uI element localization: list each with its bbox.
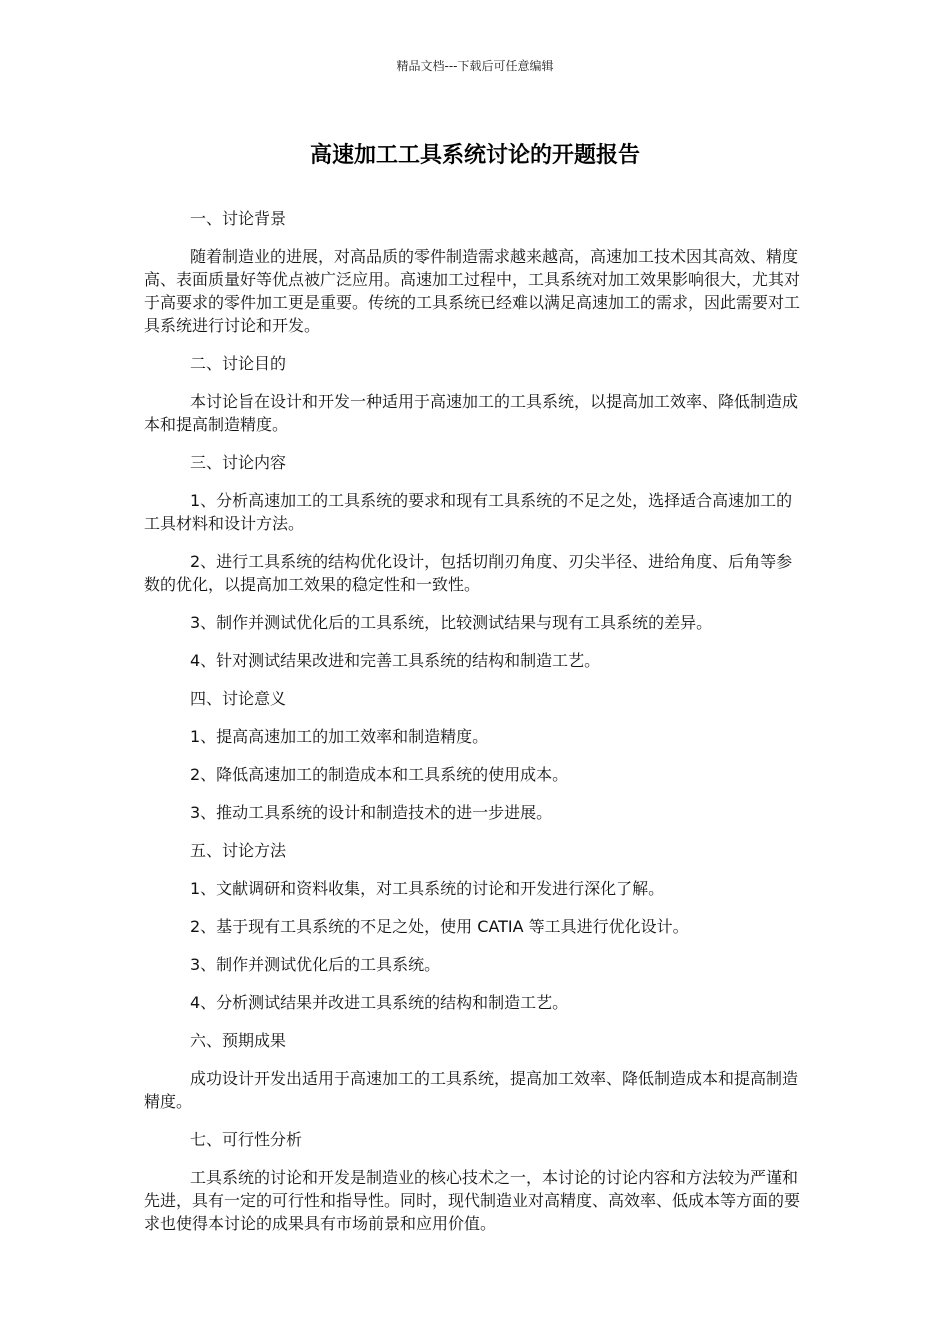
method-item: 4、分析测试结果并改进工具系统的结构和制造工艺。 bbox=[190, 993, 569, 1012]
section-heading-significance: 四、讨论意义 bbox=[190, 689, 287, 708]
method-item: 3、制作并测试优化后的工具系统。 bbox=[190, 955, 441, 974]
section-heading-background: 一、讨论背景 bbox=[190, 209, 287, 228]
significance-item: 3、推动工具系统的设计和制造技术的进一步进展。 bbox=[190, 803, 553, 822]
background-paragraph: 随着制造业的进展，对高品质的零件制造需求越来越高，高速加工技术因其高效、精度高、表面质量好等优点被广泛应用。高速加工过程中，工具系统对加工效果影响很大，尤其对于高要求的零件加工更是重要。传统的工具系统已经难以满足高速加工的需求，因此需要对工具系统进行讨论和开发。 bbox=[144, 247, 801, 335]
content-item: 1、分析高速加工的工具系统的要求和现有工具系统的不足之处，选择适合高速加工的工具材料和设计方法。 bbox=[144, 491, 793, 533]
feasibility-paragraph: 工具系统的讨论和开发是制造业的核心技术之一，本讨论的讨论内容和方法较为严谨和先进，具有一定的可行性和指导性。同时，现代制造业对高精度、高效率、低成本等方面的要求也使得本讨论的成果具有市场前景和应用价值。 bbox=[144, 1168, 801, 1233]
method-item: 2、基于现有工具系统的不足之处，使用 CATIA 等工具进行优化设计。 bbox=[190, 917, 689, 936]
section-heading-method: 五、讨论方法 bbox=[190, 841, 287, 860]
document-body bbox=[144, 207, 806, 1250]
page-header: 精品文档---下载后可任意编辑 bbox=[396, 59, 554, 73]
section-heading-purpose: 二、讨论目的 bbox=[190, 354, 287, 373]
section-heading-content: 三、讨论内容 bbox=[190, 453, 287, 472]
section-heading-feasibility: 七、可行性分析 bbox=[190, 1130, 303, 1149]
content-item: 4、针对测试结果改进和完善工具系统的结构和制造工艺。 bbox=[190, 651, 601, 670]
purpose-paragraph: 本讨论旨在设计和开发一种适用于高速加工的工具系统，以提高加工效率、降低制造成本和提高制造精度。 bbox=[144, 392, 799, 434]
content-item: 2、进行工具系统的结构优化设计，包括切削刃角度、刃尖半径、进给角度、后角等参数的优化，以提高加工效果的稳定性和一致性。 bbox=[144, 552, 793, 594]
significance-item: 2、降低高速加工的制造成本和工具系统的使用成本。 bbox=[190, 765, 569, 784]
method-item: 1、文献调研和资料收集，对工具系统的讨论和开发进行深化了解。 bbox=[190, 879, 665, 898]
section-heading-results: 六、预期成果 bbox=[190, 1031, 287, 1050]
significance-item: 1、提高高速加工的加工效率和制造精度。 bbox=[190, 727, 489, 746]
results-paragraph: 成功设计开发出适用于高速加工的工具系统，提高加工效率、降低制造成本和提高制造精度。 bbox=[144, 1069, 799, 1111]
content-item: 3、制作并测试优化后的工具系统，比较测试结果与现有工具系统的差异。 bbox=[190, 613, 713, 632]
document-title: 高速加工工具系统讨论的开题报告 bbox=[309, 143, 640, 168]
